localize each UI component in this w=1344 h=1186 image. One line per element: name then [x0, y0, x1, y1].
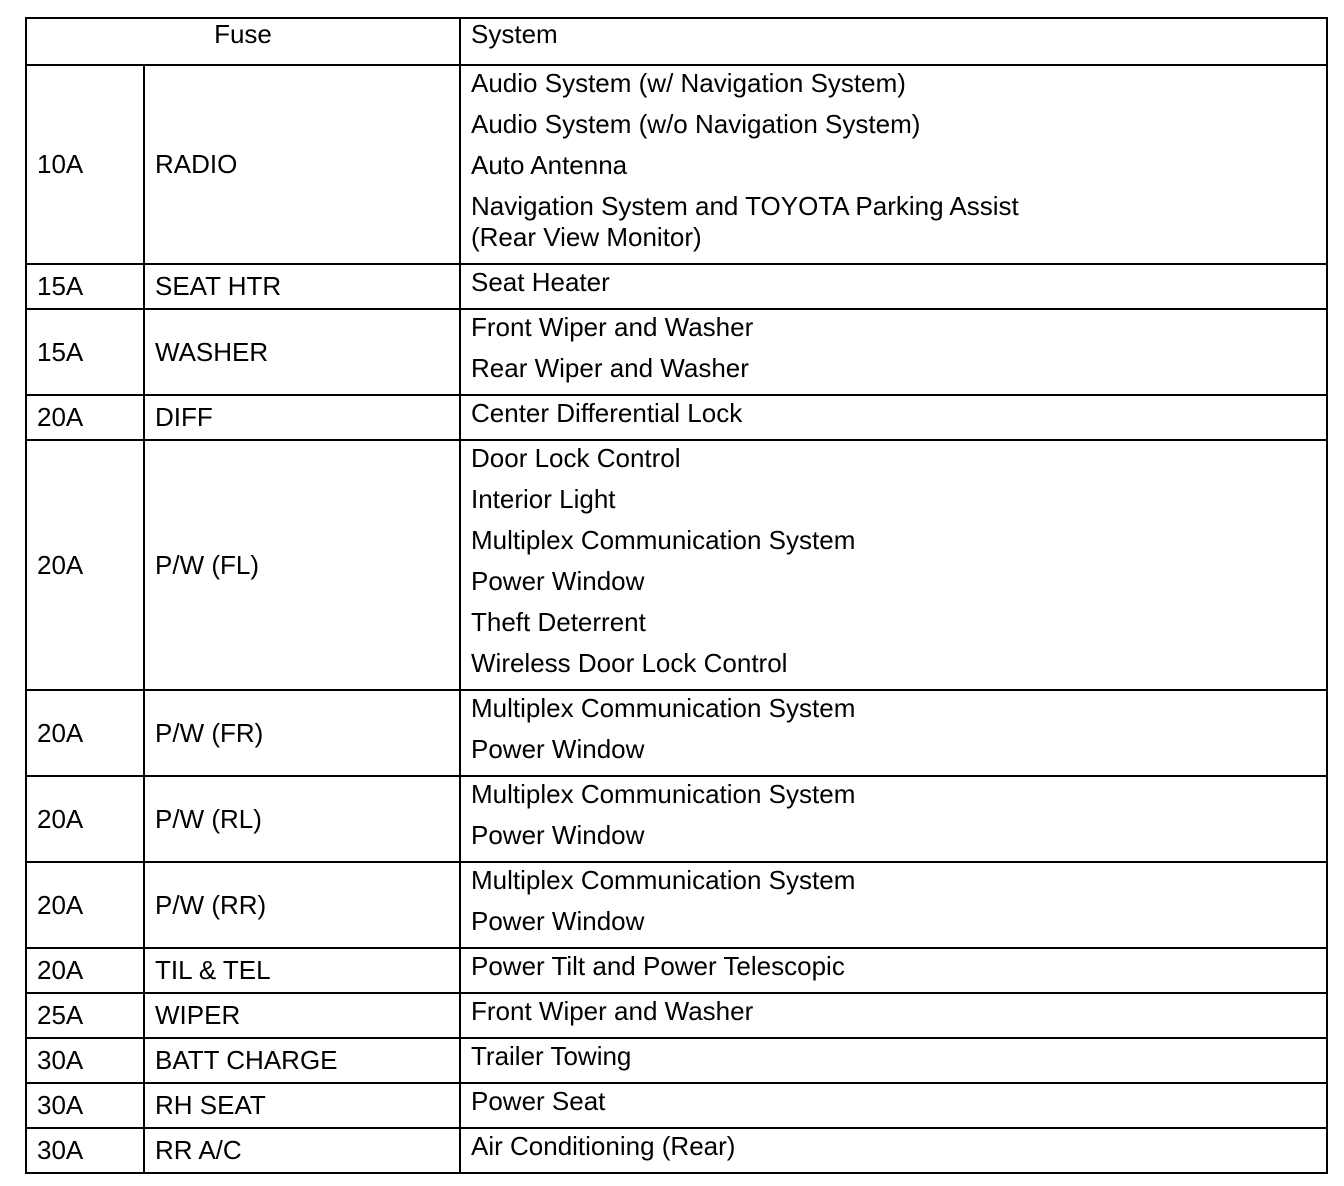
system-list: [460, 776, 1327, 862]
system-item: Audio System (w/o Navigation System): [471, 109, 921, 139]
system-list: [460, 309, 1327, 395]
system-item: Rear Wiper and Washer: [471, 353, 749, 383]
fuse-name: BATT CHARGE: [144, 1038, 460, 1083]
table-row: [26, 264, 1327, 309]
system-item: Air Conditioning (Rear): [471, 1131, 736, 1161]
fuse-amperage: 30A: [26, 1038, 144, 1083]
system-item: Center Differential Lock: [471, 398, 743, 428]
system-item: Theft Deterrent: [471, 607, 646, 637]
fuse-name: TIL & TEL: [144, 948, 460, 993]
system-item: Seat Heater: [471, 267, 610, 297]
fuse-amperage: 10A: [26, 65, 144, 264]
system-item: Front Wiper and Washer: [471, 312, 754, 342]
fuse-amperage: 20A: [26, 776, 144, 862]
system-item: Auto Antenna: [471, 150, 628, 180]
system-list: [460, 690, 1327, 776]
fuse-amperage: 20A: [26, 862, 144, 948]
table-row: [26, 690, 1327, 776]
system-item: Navigation System and TOYOTA Parking Assist (Rear View Monitor): [471, 191, 1019, 252]
fuse-name: WASHER: [144, 309, 460, 395]
system-item: Multiplex Communication System: [471, 865, 856, 895]
fuse-amperage: 15A: [26, 264, 144, 309]
system-list: [460, 993, 1327, 1038]
system-item: Multiplex Communication System: [471, 525, 856, 555]
system-item: Door Lock Control: [471, 443, 681, 473]
fuse-amperage: 25A: [26, 993, 144, 1038]
table-row: [26, 395, 1327, 440]
system-list: [460, 862, 1327, 948]
fuse-name: DIFF: [144, 395, 460, 440]
fuse-name: P/W (RR): [144, 862, 460, 948]
fuse-amperage: 30A: [26, 1128, 144, 1173]
fuse-name: P/W (FL): [144, 440, 460, 690]
fuse-name: WIPER: [144, 993, 460, 1038]
table-row: [26, 1038, 1327, 1083]
table-body: [26, 65, 1327, 1173]
system-item: Power Window: [471, 906, 645, 936]
fuse-table: [25, 17, 1328, 1174]
system-item: Power Window: [471, 566, 645, 596]
fuse-name: RH SEAT: [144, 1083, 460, 1128]
fuse-column-header: Fuse: [26, 18, 460, 65]
fuse-amperage: 20A: [26, 948, 144, 993]
system-item: Wireless Door Lock Control: [471, 648, 788, 678]
system-item: Power Tilt and Power Telescopic: [471, 951, 845, 981]
system-item: Trailer Towing: [471, 1041, 632, 1071]
system-list: [460, 440, 1327, 690]
system-column-header: System: [460, 18, 1327, 65]
system-list: [460, 264, 1327, 309]
system-item: Power Window: [471, 820, 645, 850]
fuse-amperage: 20A: [26, 395, 144, 440]
system-list: [460, 395, 1327, 440]
table-row: [26, 993, 1327, 1038]
system-list: [460, 1083, 1327, 1128]
system-item: Front Wiper and Washer: [471, 996, 754, 1026]
table-row: [26, 309, 1327, 395]
table-row: [26, 65, 1327, 264]
table-header: [26, 18, 1327, 65]
table-row: [26, 1128, 1327, 1173]
system-item: Multiplex Communication System: [471, 693, 856, 723]
fuse-name: P/W (FR): [144, 690, 460, 776]
table-row: [26, 440, 1327, 690]
system-list: [460, 1038, 1327, 1083]
fuse-name: RADIO: [144, 65, 460, 264]
fuse-name: RR A/C: [144, 1128, 460, 1173]
system-item: Multiplex Communication System: [471, 779, 856, 809]
system-item: Power Window: [471, 734, 645, 764]
system-item: Interior Light: [471, 484, 616, 514]
system-list: [460, 1128, 1327, 1173]
system-list: [460, 948, 1327, 993]
fuse-name: SEAT HTR: [144, 264, 460, 309]
header-row: [26, 18, 1327, 65]
fuse-amperage: 20A: [26, 690, 144, 776]
system-item: Power Seat: [471, 1086, 606, 1116]
fuse-amperage: 15A: [26, 309, 144, 395]
system-list: [460, 65, 1327, 264]
table-row: [26, 776, 1327, 862]
table-row: [26, 862, 1327, 948]
table-row: [26, 948, 1327, 993]
fuse-name: P/W (RL): [144, 776, 460, 862]
fuse-amperage: 30A: [26, 1083, 144, 1128]
system-item: Audio System (w/ Navigation System): [471, 68, 906, 98]
fuse-amperage: 20A: [26, 440, 144, 690]
table-row: [26, 1083, 1327, 1128]
